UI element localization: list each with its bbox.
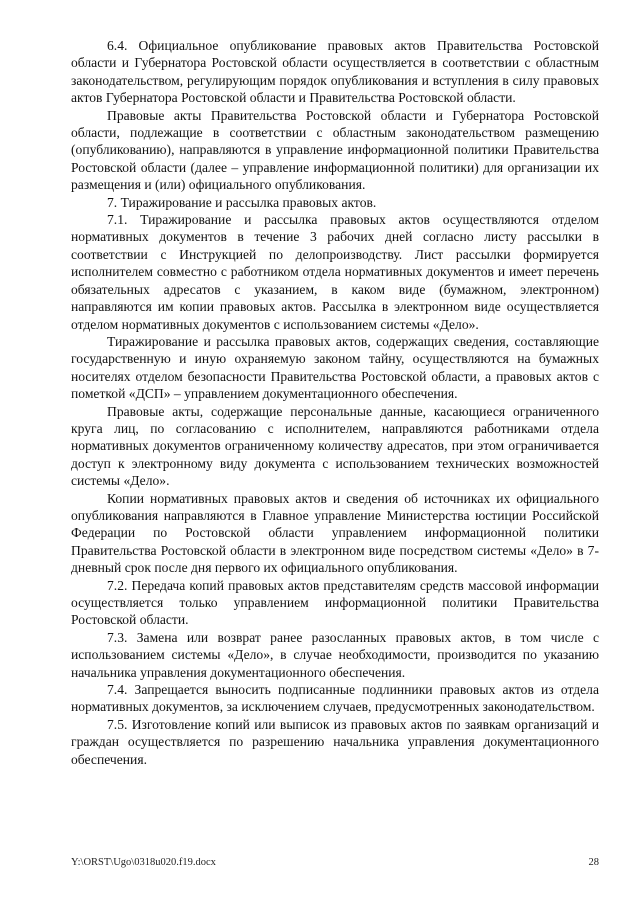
paragraph-copies-ministry: Копии нормативных правовых актов и сведения об источниках их официального опубликования направляются в Главное управление Министерства юстиции Российской Федерации по Ростовской области управлением информационной политики Правительства Ростовской области в электронном виде посредством системы «Дело» в 7-дневный срок после дня первого их официального опубликования. — [71, 490, 599, 576]
paragraph-7-5: 7.5. Изготовление копий или выписок из правовых актов по заявкам организаций и граждан осуществляется по разрешению начальника управления документационного обеспечения. — [71, 716, 599, 767]
paragraph-7-2: 7.2. Передача копий правовых актов представителям средств массовой информации осуществляется только управлением информационной политики Правительства Ростовской области. — [71, 577, 599, 628]
section-heading-7: 7. Тиражирование и рассылка правовых актов. — [107, 194, 377, 210]
paragraph-personal-data: Правовые акты, содержащие персональные данные, касающиеся ограниченного круга лиц, по согласованию с исполнителем, направляются работниками отдела нормативных документов ограниченному количеству адресатов, при этом ограничивается доступ к электронному виду документа с использованием технических возможностей системы «Дело». — [71, 403, 599, 489]
footer-file-path: Y:\ORST\Ugo\0318u020.f19.docx — [71, 857, 216, 868]
page-number: 28 — [588, 857, 599, 868]
paragraph-6-4: 6.4. Официальное опубликование правовых актов Правительства Ростовской области и Губернатора Ростовской области осуществляется в соответствии с областным законодательством, регулирующим порядок опубликования и вступления в силу правовых актов Губернатора Ростовской области и Правительства Ростовской области. — [71, 38, 599, 106]
paragraph-7-4: 7.4. Запрещается выносить подписанные подлинники правовых актов из отдела нормативных документов, за исключением случаев, предусмотренных законодательством. — [71, 682, 599, 715]
paragraph-publication-placement: Правовые акты Правительства Ростовской области и Губернатора Ростовской области, подлежащие в соответствии с областным законодательством размещению (опубликованию), направляются в управление информационной политики Правительства Ростовской области (далее – управление информационной политики) для организации их размещения и (или) официального опубликования. — [71, 107, 599, 193]
paragraph-secret-acts: Тиражирование и рассылка правовых актов, содержащих сведения, составляющие государственную и иную охраняемую законом тайну, осуществляются на бумажных носителях отделом безопасности Правительства Ростовской области, а правовых актов с пометкой «ДСП» – управлением документационного обеспечения. — [71, 333, 599, 402]
document-body — [71, 37, 599, 768]
paragraph-7-3: 7.3. Замена или возврат ранее разосланных правовых актов, в том числе с использованием системы «Дело», в случае необходимости, производится по указанию начальника управления документационного обеспечения. — [71, 629, 599, 680]
paragraph-7-1: 7.1. Тиражирование и рассылка правовых актов осуществляются отделом нормативных документов в течение 3 рабочих дней согласно листу рассылки в соответствии с Инструкцией по делопроизводству. Лист рассылки формируется исполнителем совместно с работником отдела нормативных документов и имеет перечень обязательных адресатов с указанием, в каком виде (бумажном, электронном) направляются им копии правовых актов. Рассылка в электронном виде осуществляется отделом нормативных документов с использованием системы «Дело». — [71, 212, 599, 332]
